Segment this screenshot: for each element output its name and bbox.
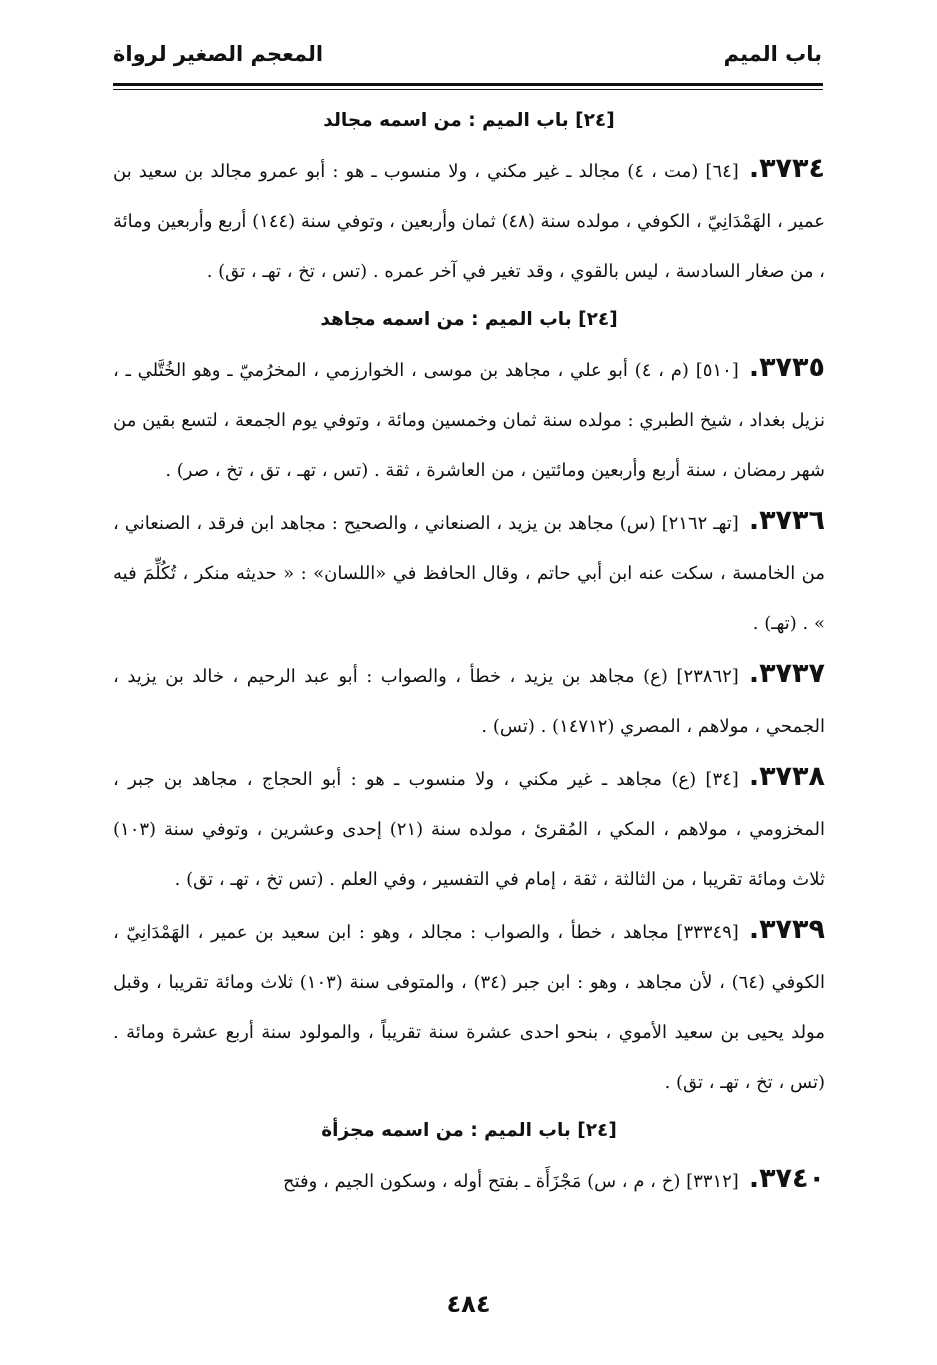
entry-number: ٣٧٣٩. <box>748 914 825 945</box>
entry-text: [تهـ ٢١٦٢] (س) مجاهد بن يزيد ، الصنعاني ، والصحيح : مجاهد ابن فرقد ، الصنعاني ، من الخامسة ، سكت عنه ابن أبي حاتم ، وقال الحافظ في «اللسان» : « حديثه منكر ، تُكُلِّمَ فيه » . (تهـ) . <box>113 513 825 634</box>
entry-3734 <box>113 144 825 297</box>
entry-number: ٣٧٣٧. <box>748 658 825 689</box>
entry-3739 <box>113 905 825 1108</box>
entry-number: ٣٧٤٠. <box>748 1163 825 1194</box>
header-rule-thick <box>113 83 823 86</box>
page-number: ٤٨٤ <box>446 1290 491 1318</box>
section-heading-mujalid: [٢٤] باب الميم : من اسمه مجالد <box>323 110 615 131</box>
entry-text: [٣٣٣٤٩] مجاهد ، خطأ ، والصواب : مجالد ، وهو : ابن سعيد بن عمير ، الهَمْدَانِيّ ، الكوفي (٦٤) ، لأن مجاهد ، وهو : ابن جبر (٣٤) ، والمتوفى سنة (١٠٣) ثلاث ومائة تقريبا ، وقبل مولد يحيى بن سعيد الأموي ، بنحو احدى عشرة سنة تقريباً ، والمولود سنة أربع عشرة ومائة . (تس ، تخ ، تهـ ، تق) . <box>113 922 826 1093</box>
header-rule-thin <box>113 89 823 90</box>
entry-number: ٣٧٣٤. <box>748 153 825 184</box>
running-header-chapter: باب الميم <box>723 42 822 66</box>
section-heading-mujahid: [٢٤] باب الميم : من اسمه مجاهد <box>320 309 618 330</box>
entry-text: [٣٤] (ع) مجاهد ـ غير مكني ، ولا منسوب ـ هو : أبو الحجاج ، مجاهد بن جبر ، المخزومي ، مولاهم ، المكي ، المُقرئ ، مولده سنة (٢١) إحدى وعشرين ، وتوفي سنة (١٠٣) ثلاث ومائة تقريبا ، من الثالثة ، ثقة ، إمام في التفسير ، وفي العلم . (تس تخ ، تهـ ، تق) . <box>113 769 825 890</box>
entry-3736 <box>113 496 825 649</box>
entry-text: [٦٤] (مت ، ٤) مجالد ـ غير مكني ، ولا منسوب ـ هو : أبو عمرو مجالد بن سعيد بن عمير ، الهَمْدَانِيّ ، الكوفي ، مولده سنة (٤٨) ثمان وأربعين ، وتوفي سنة (١٤٤) أربع وأربعين ومائة ، من صغار السادسة ، ليس بالقوي ، وقد تغير في آخر عمره . (تس ، تخ ، تهـ ، تق) . <box>112 161 825 282</box>
page-body <box>113 98 825 1207</box>
entry-number: ٣٧٣٥. <box>748 352 825 383</box>
entry-text: [٣٣١٢] (خ ، م ، س) مَجْزَأَة ـ بفتح أوله ، وسكون الجيم ، وفتح <box>282 1171 739 1192</box>
entry-text: [٥١٠] (م ، ٤) أبو علي ، مجاهد بن موسى ، الخوارزمي ، المخرُميّ ـ وهو الخُتَّلي ـ ، نزيل بغداد ، شيخ الطبري : مولده سنة ثمان وخمسين ومائة ، وتوفي يوم الجمعة ، لتسع بقين من شهر رمضان ، سنة أربع وأربعين ومائتين ، من العاشرة ، ثقة . (تس ، تهـ ، تق ، تخ ، صر) . <box>113 360 825 481</box>
entry-number: ٣٧٣٨. <box>748 761 825 792</box>
entry-3740 <box>113 1154 825 1207</box>
running-header-book-title: المعجم الصغير لرواة <box>113 42 324 66</box>
entry-3738 <box>113 752 825 905</box>
entry-number: ٣٧٣٦. <box>748 505 825 536</box>
entry-3735 <box>113 343 825 496</box>
entry-3737 <box>113 649 825 752</box>
entry-text: [٢٣٨٦٢] (ع) مجاهد بن يزيد ، خطأ ، والصواب : أبو عبد الرحيم ، خالد بن يزيد ، الجمحي ، مولاهم ، المصري (١٤٧١٢) . (تس) . <box>113 666 825 737</box>
section-heading-mujazaa: [٢٤] باب الميم : من اسمه مجزأة <box>321 1120 617 1141</box>
